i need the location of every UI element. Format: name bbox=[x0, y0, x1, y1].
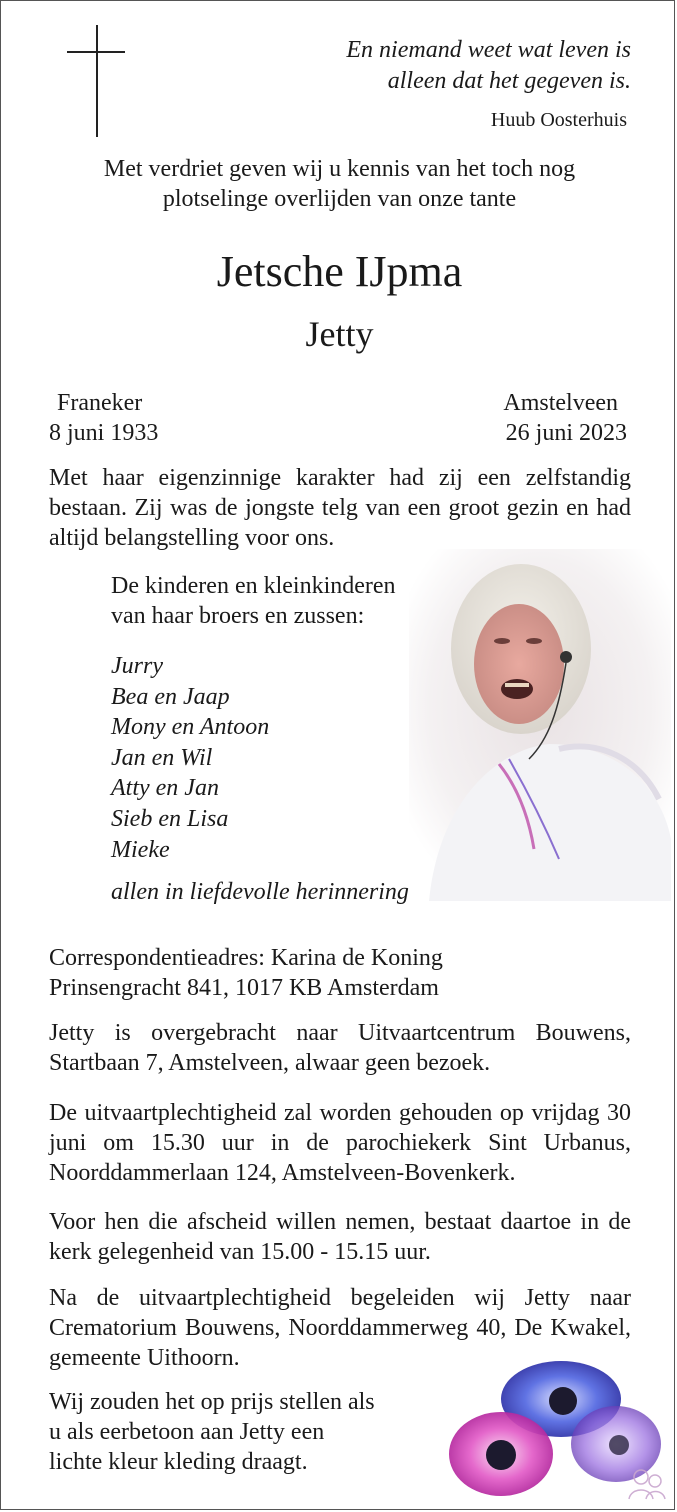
portrait-photo bbox=[409, 549, 671, 901]
dress-code-line: lichte kleur kleding draagt. bbox=[49, 1449, 308, 1475]
death-date: 26 juni 2023 bbox=[505, 420, 627, 446]
cremation-paragraph: Na de uitvaartplechtigheid begeleiden wij Jetty naar Crematorium Bouwens, Noorddammerweg 40, De Kwakel, gemeente Uithoorn. bbox=[49, 1285, 631, 1371]
birth-info bbox=[49, 388, 158, 448]
death-place: Amstelveen bbox=[503, 390, 618, 416]
correspondence-line: Prinsengracht 841, 1017 KB Amsterdam bbox=[49, 975, 439, 1001]
quote-line: alleen dat het gegeven is. bbox=[387, 68, 631, 94]
relatives-line: De kinderen en kleinkinderen bbox=[111, 573, 396, 599]
intro-line: plotselinge overlijden van onze tante bbox=[162, 186, 517, 212]
correspondence-line: Correspondentieadres: Karina de Koning bbox=[49, 945, 443, 971]
relatives-heading bbox=[111, 571, 396, 631]
deceased-name: Jetsche IJpma bbox=[216, 247, 463, 296]
ceremony-paragraph: De uitvaartplechtigheid zal worden gehouden op vrijdag 30 juni om 15.30 uur in de parochiekerk Sint Urbanus, Noorddammerlaan 124, Amstelveen-Bovenkerk. bbox=[49, 1100, 631, 1186]
quote-line: En niemand weet wat leven is bbox=[346, 37, 631, 63]
quote-author: Huub Oosterhuis bbox=[490, 109, 627, 131]
relatives-closing: allen in liefdevolle herinnering bbox=[111, 879, 409, 905]
intro-text bbox=[41, 154, 638, 214]
relative-name: Mony en Antoon bbox=[111, 714, 270, 741]
anemone-flowers-icon bbox=[441, 1359, 673, 1501]
correspondence-address bbox=[49, 943, 631, 1003]
death-info bbox=[503, 388, 627, 448]
relative-name: Jan en Wil bbox=[111, 744, 213, 771]
relative-name: Jurry bbox=[111, 653, 163, 679]
dress-code-line: u als eerbetoon aan Jetty een bbox=[49, 1419, 325, 1445]
birth-date: 8 juni 1933 bbox=[49, 420, 159, 446]
intro-line: Met verdriet geven wij u kennis van het toch nog bbox=[103, 156, 576, 182]
tribute-paragraph: Met haar eigenzinnige karakter had zij een zelfstandig bestaan. Zij was de jongste telg van een groot gezin en had altijd belangstelling voor ons. bbox=[49, 465, 631, 551]
deceased-nickname: Jetty bbox=[305, 314, 374, 354]
relative-name: Sieb en Lisa bbox=[111, 805, 229, 832]
relative-name: Bea en Jaap bbox=[111, 683, 230, 710]
quote bbox=[271, 35, 631, 97]
dress-code-line: Wij zouden het op prijs stellen als bbox=[49, 1389, 375, 1415]
relative-name: Mieke bbox=[111, 836, 170, 863]
farewell-paragraph: Voor hen die afscheid willen nemen, bestaat daartoe in de kerk gelegenheid van 15.00 - 15.15 uur. bbox=[49, 1209, 631, 1265]
relatives-line: van haar broers en zussen: bbox=[111, 603, 365, 629]
birth-place: Franeker bbox=[57, 390, 143, 416]
dress-code-paragraph bbox=[49, 1387, 375, 1477]
transfer-paragraph: Jetty is overgebracht naar Uitvaartcentrum Bouwens, Startbaan 7, Amstelveen, alwaar geen bezoek. bbox=[49, 1020, 631, 1076]
relatives-list bbox=[111, 651, 269, 865]
relative-name: Atty en Jan bbox=[111, 775, 219, 802]
